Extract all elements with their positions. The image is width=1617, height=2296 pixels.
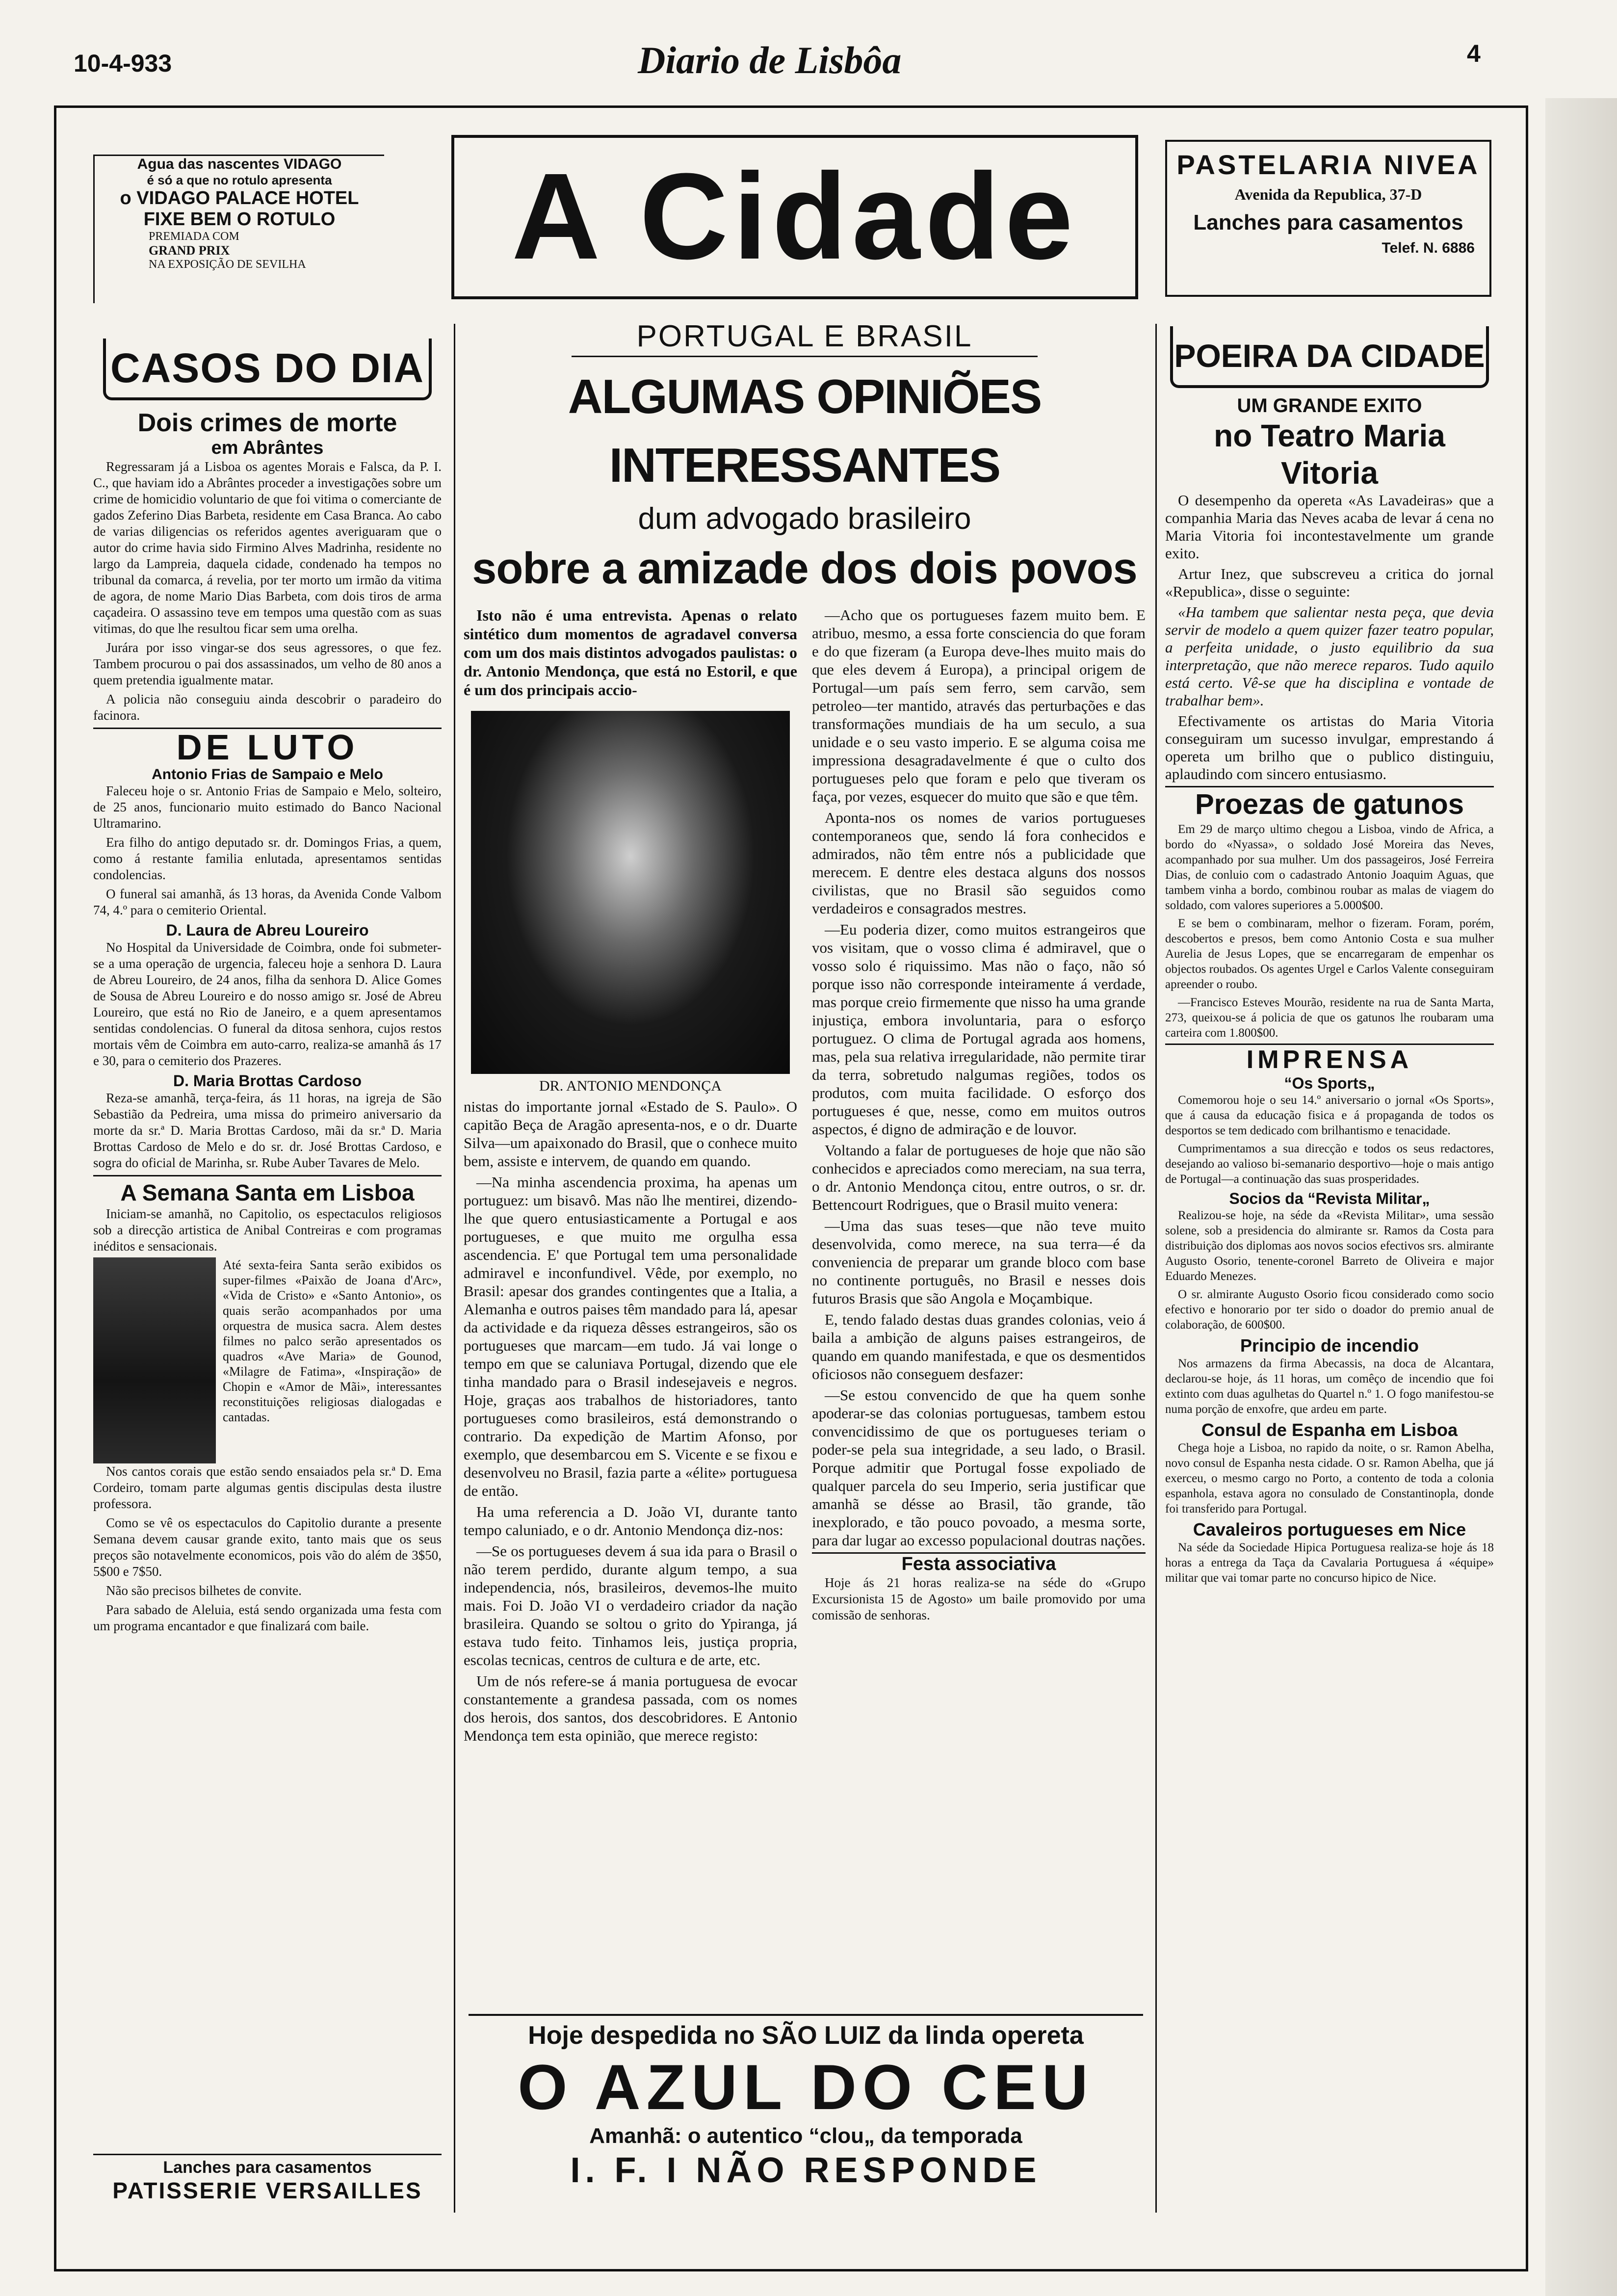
luto-body xyxy=(93,939,442,1069)
newspaper-name: Diario de Lisbôa xyxy=(638,39,902,81)
poeira-title: POEIRA DA CIDADE xyxy=(1174,338,1485,374)
paragraph: Em 29 de março ultimo chegou a Lisboa, vindo de Africa, a bordo do «Nyassa», o soldado José Moreira das Neves, acompanhado por sua mulher. Um dos passageiros, José Ferreira Dias, de conluio com o cadastrado Antonio Joaquim Aguas, que tambem vinha a bordo, combinou roubar as malas de viagem do soldado, com valores superiores a 5.000$00. xyxy=(1165,823,1494,912)
semana-body-side xyxy=(223,1257,442,1463)
paragraph: Até sexta-feira Santa serão exibidos os super-filmes «Paixão de Joana d'Arc», «Vida de Cristo» e «Santo Antonio», os quais serão acompanhados por uma orquestra de musica sacra. Alem destes filmes no palco serão apresentados os quadros «Ave Maria» de Gounod, «Milagre de Fatima», «Inspiração» de Chopin e «Amor de Mãi», interessantes reconstituições religiosas dialogadas e cantadas. xyxy=(223,1258,442,1424)
center-column xyxy=(464,319,1146,1748)
gatunos-body xyxy=(1165,822,1494,1041)
paragraph: O funeral sai amanhã, ás 13 horas, da Avenida Conde Valbom 74, 4.º para o cemiterio Oriental. xyxy=(93,887,442,917)
paragraph: A policia não conseguiu ainda descobrir o paradeiro do facinora. xyxy=(93,692,442,723)
section-title-box xyxy=(451,135,1138,299)
paragraph: Como se vê os espectaculos do Capitolio durante a presente Semana devem causar grande exito, tanto mais que os seus preços são notavelmente economicos, pois vão do além de 3$50, 5$00 e 7$50. xyxy=(93,1515,442,1579)
paragraph: —Se estou convencido de que ha quem sonhe apoderar-se das colonias portuguesas, tambem estou convencidissimo de que os portugueses teriam o poder-se pela sua integridade, a seu lado, o Brasil. Porque admitir que Portugal fosse expoliado de qualquer parcela do seu Imperio, seria justificar que amanhã se désse ao Brasil, tão grande, tão inexplorado, e tão pouco povoado, a mesma sorte, para dar lugar ao excesso populacional doutras nações. xyxy=(812,1386,1146,1549)
paragraph: Aponta-nos os nomes de varios portugueses contemporaneos que, sendo lá fora conhecidos e admirados, não têm entre nós a publicidade que merecem. E dentre eles destaca alguns dos nossos civilistas, que no Brasil são seguidos como verdadeiros e consagrados mestres. xyxy=(812,809,1146,917)
incendio-body xyxy=(1165,1356,1494,1417)
article-dek: dum advogado brasileiro xyxy=(638,502,971,536)
poeira-box xyxy=(1170,326,1489,388)
right-column xyxy=(1165,326,1494,1589)
adjacent-page-fragment xyxy=(1545,98,1617,2296)
paragraph: O sr. almirante Augusto Osorio ficou considerado como socio efectivo e honorario por ter sido o doador do premio anual de colaboração, de 600$00. xyxy=(1165,1288,1494,1331)
left-column xyxy=(93,339,442,1637)
ad-line: FIXE BEM O ROTULO xyxy=(143,209,336,230)
exito-body xyxy=(1165,492,1494,783)
paragraph: —Na minha ascendencia proxima, ha apenas um portuguez: um bisavô. Mas não lhe mentirei, dizendo-lhe que quero entusiasticamente a Portugal e aos portugueses, e que muito me orgulha essa ascendencia. E' que Portugal tem uma personalidade admiravel e inconfundivel. Vêde, por exemplo, no Brasil: apesar dos grandes contingentes que a Italia, a Alemanha e outros paises têm mandado para lá, apesar da actividade e da riqueza dêsses estrangeiros, são os portugueses que marcam—em tudo. Já vai longe o tempo em que se caluniava Portugal, dizendo que ele tinha mandado para o Brasil indesejaveis e negros. Hoje, graças aos trabalhos de historiadores, tanto portugueses como brasileiros, está demonstrando o contrario. Da expedição de Martim Afonso, por exemplo, que desembarcou em S. Vicente e se fixou e desenvolveu no Brasil, fazia parte a «élite» portuguesa de então. xyxy=(464,1174,797,1499)
luto-body xyxy=(93,1090,442,1171)
consul-title: Consul de Espanha em Lisboa xyxy=(1201,1420,1458,1440)
consul-body xyxy=(1165,1440,1494,1516)
ad-line: PATISSERIE VERSAILLES xyxy=(112,2178,422,2203)
paragraph: Era filho do antigo deputado sr. dr. Domingos Frias, a quem, como á restante familia enlutada, apresentamos sentidas condolencias. xyxy=(93,835,442,882)
incendio-title: Principio de incendio xyxy=(1240,1335,1419,1356)
paragraph: E se bem o combinaram, melhor o fizeram. Foram, porém, descobertos e presos, bem como Antonio Costa e sua mulher Aurelia de Jesus Lopes, que se encarregaram de empenhar os objectos roubados. Os agentes Urgel e Carlos Valente conseguiram apreender o roubo. xyxy=(1165,917,1494,991)
column-rule xyxy=(454,324,455,2213)
paragraph: E, tendo falado destas duas grandes colonias, veio á baila a ambição de alguns paises estrangeiros, de quando em quando manifestada, e que os desmentidos oficiosos não conseguem desfazer: xyxy=(812,1311,1146,1383)
semana-body-cont xyxy=(93,1463,442,1634)
paragraph: —Francisco Esteves Mourão, residente na rua de Santa Marta, 273, queixou-se á policia de que os gatunos lhe roubaram uma carteira com 1.800$00. xyxy=(1165,996,1494,1040)
ad-line: Lanches para casamentos xyxy=(163,2158,372,2177)
ad-line: PASTELARIA NIVEA xyxy=(1176,149,1480,180)
imprensa-subtitle: “Os Sports„ xyxy=(1284,1074,1375,1092)
paragraph: Cumprimentamos a sua direcção e todos os seus redactores, desejando ao valioso bi-semanario desportivo—hoje o mais antigo de Portugal—a continuação das suas prosperidades. xyxy=(1165,1142,1494,1186)
article-body-col1 xyxy=(464,1097,797,1745)
casos-box xyxy=(103,339,432,400)
article-body-col2 xyxy=(812,606,1146,1549)
paragraph: nistas do importante jornal «Estado de S. Paulo». O capitão Beça de Aragão apresenta-nos, e o dr. Duarte Silva—um apaixonado do Brasil, que o conhece muito bem, assiste e intervem, de quando em quando. xyxy=(464,1098,797,1170)
mendonca-photo xyxy=(471,711,790,1074)
luto-name: D. Maria Brottas Cardoso xyxy=(173,1072,362,1090)
ad-line: PREMIADA COM xyxy=(149,230,239,243)
ad-line: Avenida da Republica, 37-D xyxy=(1234,185,1422,203)
luto-name: Antonio Frias de Sampaio e Melo xyxy=(152,766,383,783)
luto-body xyxy=(93,783,442,918)
casos-title: CASOS DO DIA xyxy=(110,345,425,391)
paragraph: Chega hoje a Lisboa, no rapido da noite, o sr. Ramon Abelha, novo consul de Espanha nesta cidade. O sr. Ramon Abelha, que já exerceu, o mesmo cargo no Porto, a contento de toda a colonia espanhola, estava agora no consulado de Constantinopla, donde foi transferido para Portugal. xyxy=(1165,1441,1494,1515)
paragraph: Para sabado de Aleluia, está sendo organizada uma festa com um programa encantador e que finalizará com baile. xyxy=(93,1602,442,1633)
exito-title: no Teatro Maria Vitoria xyxy=(1214,418,1445,491)
ad-line: Telef. N. 6886 xyxy=(1382,240,1475,256)
ad-line: o VIDAGO PALACE HOTEL xyxy=(120,188,359,209)
paragraph: Faleceu hoje o sr. Antonio Frias de Sampaio e Melo, solteiro, de 25 anos, funcionario muito estimado do Banco Nacional Ultramarino. xyxy=(93,783,442,831)
gatunos-title: Proezas de gatunos xyxy=(1195,788,1464,820)
paragraph: Um de nós refere-se á mania portuguesa de evocar constantemente a grandesa passada, com os nomes dos herois, dos santos, dos descobridores. E Antonio Mendonça tem esta opinião, que merece registo: xyxy=(464,1672,797,1744)
paragraph: Não são precisos bilhetes de convite. xyxy=(106,1583,302,1598)
cavaleiros-title: Cavaleiros portugueses em Nice xyxy=(1193,1519,1466,1539)
cavaleiros-body xyxy=(1165,1540,1494,1586)
ad-line: Agua das nascentes VIDAGO xyxy=(137,156,342,172)
paragraph: Hoje ás 21 horas realiza-se na séde do «Grupo Excursionista 15 de Agosto» um baile promovido por uma comissão de senhoras. xyxy=(812,1575,1146,1622)
column-rule xyxy=(1155,324,1157,2213)
paragraph: «Ha tambem que salientar nesta peça, que devia servir de modelo a quem quizer fazer teatro popular, a perfeita unidade, o justo equilibrio da sua interpretação, que não merece reparos. Tudo aquilo está certo. Vê-se que ha disciplina e vontade de trabalhar bem». xyxy=(1165,603,1494,709)
paragraph: Iniciam-se amanhã, no Capitolio, os espectaculos religiosos sob a direcção artistica de Anibal Contreiras e com programas inéditos e sensacionais. xyxy=(93,1206,442,1253)
article-kicker: PORTUGAL E BRASIL xyxy=(572,319,1038,357)
ad-line: O AZUL DO CEU xyxy=(518,2051,1094,2123)
paragraph: —Acho que os portugueses fazem muito bem. E atribuo, mesmo, a essa forte consciencia do que foram e do que fizeram (a Europa deve-lhes muito mais do que eles devem á Europa), a principal origem de Portugal—um país sem ferro, sem carvão, sem petroleo—ter mantido, através das perturbações e das transformações mundiais de ha um seculo, a sua unidade e o seu vasto imperio. E se alguma coisa me impressiona desagradavelmente é que o culto dos portugueses pelo que foram e pelo que tiveram os faça, por vezes, esquecer do muito que são e que têm. xyxy=(812,606,1146,805)
ad-nivea xyxy=(1165,140,1491,297)
ad-line: é só a que no rotulo apresenta xyxy=(147,173,332,187)
paragraph: —Se os portugueses devem á sua ida para o Brasil o não terem perdido, durante algum tempo, a sua independencia, nós, brasileiros, devemos-lhe muito mais. Foi D. João VI o verdadeiro criador da nação brasileira. Quando se soltou o grito do Ypiranga, já estava tudo feito. Tinhamos leis, justiça propria, escolas tecnicas, centros de cultura e de arte, etc. xyxy=(464,1542,797,1669)
ad-line: I. F. I NÃO RESPONDE xyxy=(570,2151,1042,2190)
paragraph: —Uma das suas teses—que não teve muito desenvolvida, como merece, na sua terra—é da conveniencia de preparar um grande bloco com base no continente português, no Brasil e nesses dois futuros Brasis que são Angola e Moçambique. xyxy=(812,1217,1146,1307)
ad-line: GRAND PRIX xyxy=(149,243,230,258)
paragraph: No Hospital da Universidade de Coimbra, onde foi submeter-se a uma operação de urgencia, faleceu hoje a senhora D. Laura de Abreu Loureiro, de 24 anos, filha da senhora D. Alice Gomes de Sousa de Abreu Loureiro e do nosso amigo sr. José de Abreu Loureiro, que está no Rio de Janeiro, e a quem apresentamos sentidas condolencias. O funeral da ditosa senhora, cujos restos mortais vêm de Coimbra em auto-carro, realiza-se amanhã ás 17 e 30, para o cemiterio dos Prazeres. xyxy=(93,940,442,1068)
paragraph: Reza-se amanhã, terça-feira, ás 11 horas, na igreja de São Sebastião da Pedreira, uma missa do primeiro aniversario da morte da sr.ª D. Maria Brottas Cardoso, mãi da sr.ª D. Maria Brottas Cardoso de Melo e do sr. dr. José Brottas Cardoso, e sogra do oficial de Marinha, sr. Rube Auber Tavares de Melo. xyxy=(93,1091,442,1170)
paragraph: Isto não é uma entrevista. Apenas o relato sintético dum momentos de agradavel conversa com um dos mais distintos advogados paulistas: o dr. Antonio Mendonça, que está no Estoril, e que é um dos principais accio- xyxy=(464,606,797,699)
crimes-subtitle: em Abrântes xyxy=(211,438,324,458)
paragraph: Na séde da Sociedade Hipica Portuguesa realiza-se hoje ás 18 horas a entrega da Taça da Cavalaria Portuguesa á «équipe» militar que vai tomar parte no concurso hipico de Nice. xyxy=(1165,1541,1494,1585)
section-title: A Cidade xyxy=(511,148,1078,285)
article-headline-2: sobre a amizade dos dois povos xyxy=(472,544,1137,593)
luto-name: D. Laura de Abreu Loureiro xyxy=(166,921,369,939)
festa-title: Festa associativa xyxy=(901,1554,1056,1574)
page-number: 4 xyxy=(1467,40,1481,67)
article-headline: ALGUMAS OPINIÕES INTERESSANTES xyxy=(568,369,1042,492)
ad-versailles xyxy=(93,2154,442,2204)
paragraph: Nos armazens da firma Abecassis, na doca de Alcantara, declarou-se hoje, ás 11 horas, um comêço de incendio que foi extinto com duas agulhetas do Quartel n.º 1. O fogo manifestou-se numa porção de enxofre, que ardeu em parte. xyxy=(1165,1357,1494,1416)
semana-body xyxy=(93,1206,442,1254)
imprensa-body xyxy=(1165,1093,1494,1187)
paragraph: Jurára por isso vingar-se dos seus agressores, o que fez. Tambem procurou o pai dos assassinados, um velho de 80 anos a quem pretendia igualmente matar. xyxy=(93,640,442,687)
religious-film-photo xyxy=(93,1257,216,1463)
ad-line: Hoje despedida no SÃO LUIZ da linda opereta xyxy=(528,2021,1084,2050)
ad-line: Lanches para casamentos xyxy=(1193,210,1463,235)
paragraph: Realizou-se hoje, na séde da «Revista Militar», uma sessão solene, sob a presidencia do almirante sr. Ramos da Costa para distribuição dos diplomas aos novos socios efectivos srs. almirante Augusto Osorio, tenente-coronel Barreto de Oliveira e major Eduardo Menezes. xyxy=(1165,1209,1494,1283)
crimes-body xyxy=(93,459,442,724)
paragraph: O desempenho da opereta «As Lavadeiras» que a companhia Maria das Neves acaba de levar á cena no Maria Vitoria foi incontestavelmente um grande exito. xyxy=(1165,492,1494,562)
socios-title: Socios da “Revista Militar„ xyxy=(1229,1190,1430,1207)
ad-line: Amanhã: o autentico “clou„ da temporada xyxy=(589,2124,1022,2148)
article-intro xyxy=(464,606,797,699)
socios-body xyxy=(1165,1208,1494,1332)
page-date: 10-4-933 xyxy=(74,50,172,77)
luto-title: DE LUTO xyxy=(176,728,359,767)
photo-caption: DR. ANTONIO MENDONÇA xyxy=(539,1078,722,1094)
ad-vidago xyxy=(93,155,384,303)
ad-line: NA EXPOSIÇÃO DE SEVILHA xyxy=(149,258,306,271)
paragraph: —Eu poderia dizer, como muitos estrangeiros que vos visitam, que o vosso clima é admiravel, que o vosso solo é riquissimo. Mas não o faço, não só porque isso não corresponde inteiramente á verdade, mas porque creio firmemente que nisso ha uma grande injustiça, embora involuntaria, para o esforço portuguez. O clima de Portugal agrada aos homens, mas, pela sua relativa irregularidade, não permite tirar da terra, sobretudo nalgumas regiões, todos os produtos, com muita facilidade. O esforço dos portugueses é que, nesse, como em muitos outros aspectos, é digno de admiração e de louvor. xyxy=(812,921,1146,1138)
crimes-title: Dois crimes de morte xyxy=(137,409,397,437)
imprensa-title: IMPRENSA xyxy=(1246,1045,1413,1074)
paragraph: Efectivamente os artistas do Maria Vitoria conseguiram um sucesso invulgar, emprestando á opereta um brilho que o publico distinguiu, aplaudindo com sincero entusiasmo. xyxy=(1165,712,1494,783)
paragraph: Ha uma referencia a D. João VI, durante tanto tempo caluniado, e o dr. Antonio Mendonça diz-nos: xyxy=(464,1503,797,1539)
paragraph: Artur Inez, que subscreveu a critica do jornal «Republica», disse o seguinte: xyxy=(1165,565,1494,600)
semana-title: A Semana Santa em Lisboa xyxy=(120,1180,415,1205)
exito-subtitle: UM GRANDE EXITO xyxy=(1237,395,1422,417)
paragraph: Nos cantos corais que estão sendo ensaiados pela sr.ª D. Ema Cordeiro, tomam parte algumas gentis discipulas desta ilustre professora. xyxy=(93,1464,442,1511)
ad-sao-luiz xyxy=(469,2014,1143,2217)
paragraph: Regressaram já a Lisboa os agentes Morais e Falsca, da P. I. C., que haviam ido a Abrântes proceder a investigações sobre um crime de homicidio voluntario de que foi vitima o comerciante de gados Zeferino Dias Barbeta, residente em Casa Branca. Ao cabo de varias diligencias os referidos agentes averiguaram que o autor do crime havia sido Firmino Alves Madrinha, residente no largo da Lampreia, daquela cidade, condenado ha tempos no tribunal da comarca, á revelia, por ter morto um irmão da vitima de agora, de nome Mario Dias Barbeta, com dois tiros de arma caçadeira. O assassino teve em tempos uma questão com as suas vitimas, do que lhe resultou ficar sem uma orelha. xyxy=(93,459,442,636)
paragraph: Voltando a falar de portugueses de hoje que não são conhecidos e apreciados como mereciam, na sua terra, o dr. Antonio Mendonça citou, entre outros, o sr. dr. Bettencourt Rodrigues, que o Brasil muito venera: xyxy=(812,1142,1146,1213)
festa-body xyxy=(812,1575,1146,1623)
paragraph: Comemorou hoje o seu 14.º aniversario o jornal «Os Sports», que á causa da educação fisica e á propaganda de todos os desportos se tem dedicado com brilhantismo e tenacidade. xyxy=(1165,1094,1494,1137)
